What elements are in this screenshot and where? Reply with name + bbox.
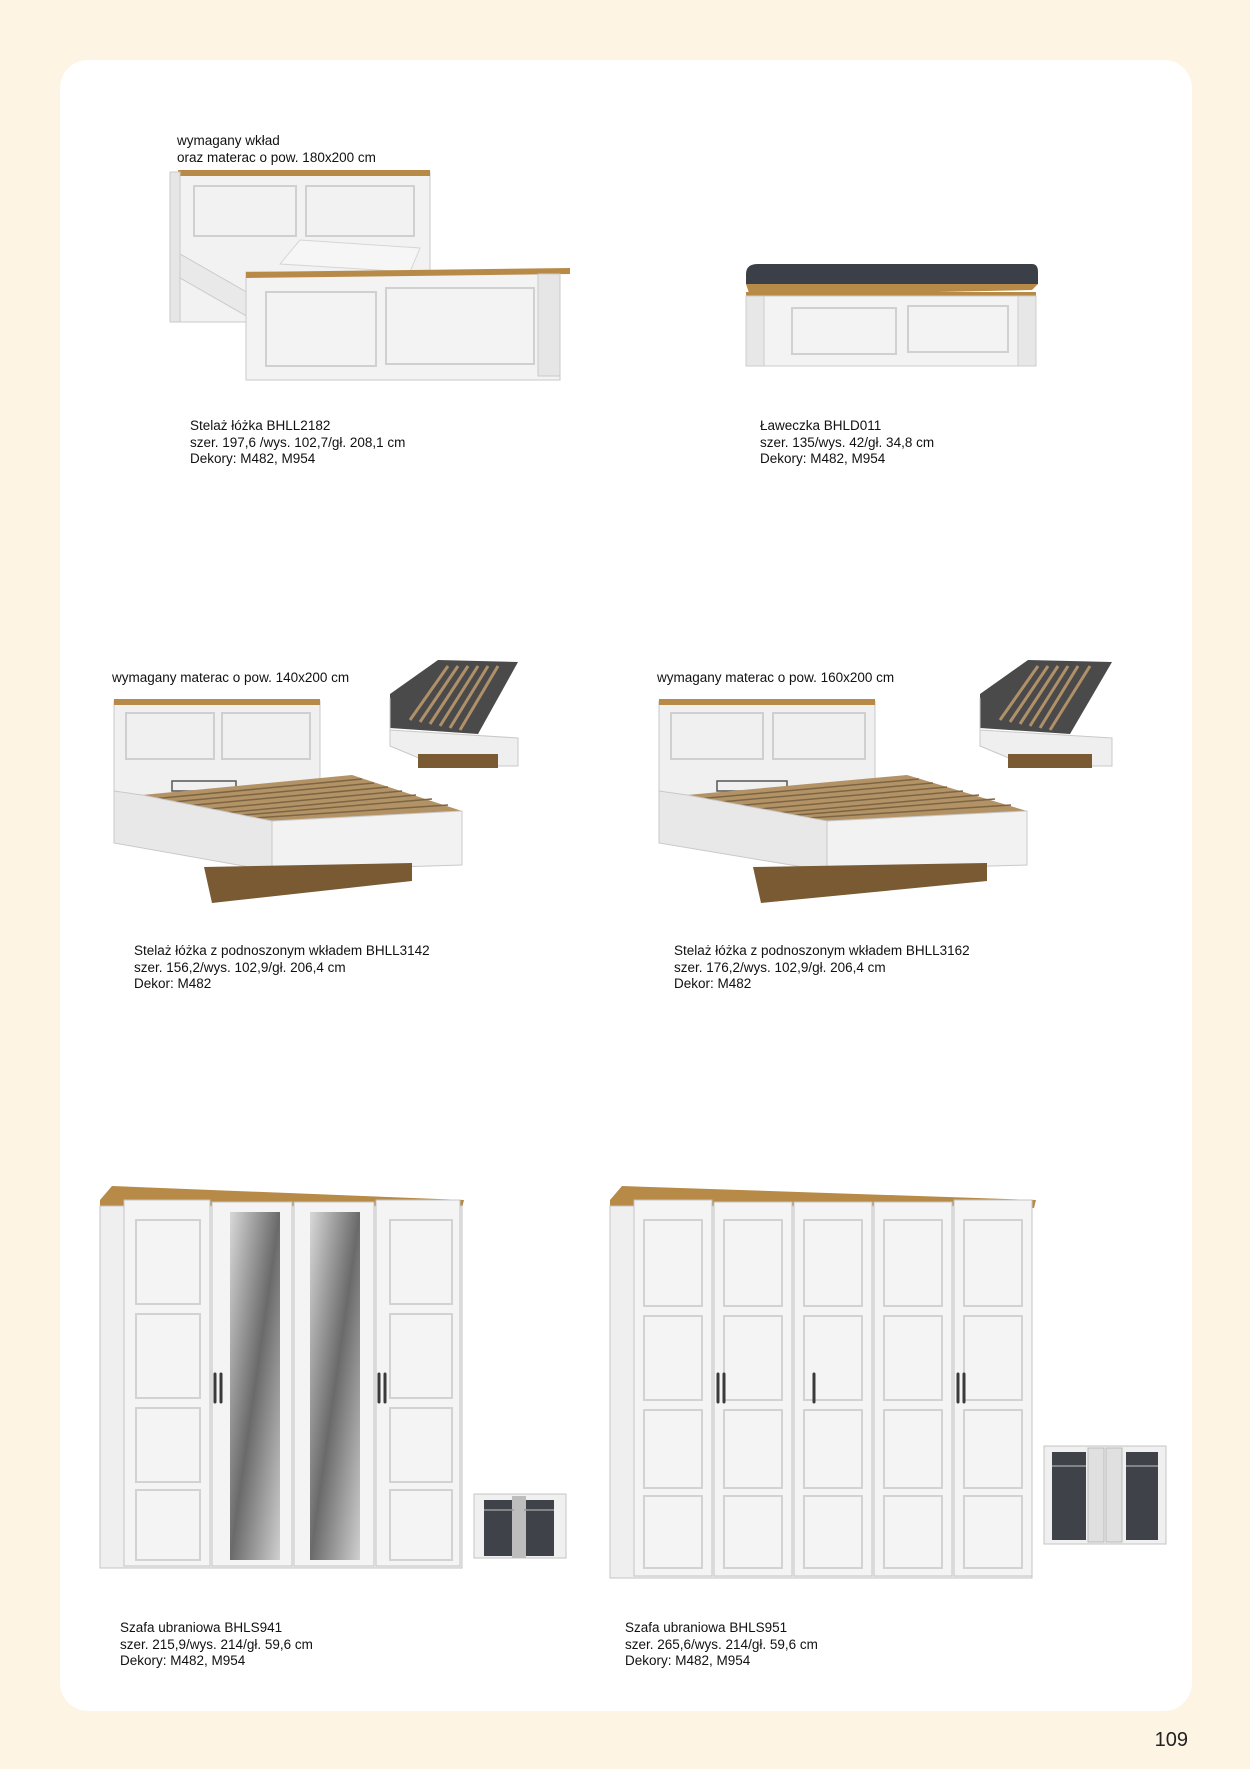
product-1-name: Stelaż łóżka BHLL2182 <box>190 418 331 433</box>
product-3-dims: szer. 156,2/wys. 102,9/gł. 206,4 cm <box>134 959 346 975</box>
bench-bhld011-image <box>742 260 1042 380</box>
product-1-dims: szer. 197,6 /wys. 102,7/gł. 208,1 cm <box>190 434 406 450</box>
product-6-decor: Dekory: M482, M954 <box>625 1653 751 1668</box>
product-4-name: Stelaż łóżka z podnoszonym wkładem BHLL3162 <box>674 943 970 958</box>
product-1-note: wymagany wkład oraz materac o pow. 180x200 cm <box>177 133 376 165</box>
product-6-dims: szer. 265,6/wys. 214/gł. 59,6 cm <box>625 1636 818 1652</box>
page-number: 109 <box>1154 1729 1188 1751</box>
product-4-decor: Dekor: M482 <box>674 976 752 991</box>
product-3-decor: Dekor: M482 <box>134 976 212 991</box>
product-3-note: wymagany materac o pow. 140x200 cm <box>112 670 350 685</box>
product-5-decor: Dekory: M482, M954 <box>120 1653 246 1668</box>
product-6-info <box>625 1620 818 1670</box>
wardrobe-bhls941-image <box>96 1184 466 1574</box>
product-5-name: Szafa ubraniowa BHLS941 <box>120 1620 283 1635</box>
product-1-info <box>190 418 405 468</box>
product-2-name: Ławeczka BHLD011 <box>760 418 882 433</box>
product-5-dims: szer. 215,9/wys. 214/gł. 59,6 cm <box>120 1636 313 1652</box>
wardrobe-bhls941-open-image <box>472 1492 568 1560</box>
product-3-name: Stelaż łóżka z podnoszonym wkładem BHLL3142 <box>134 943 430 958</box>
product-2-decor: Dekory: M482, M954 <box>760 451 886 466</box>
product-4-note: wymagany materac o pow. 160x200 cm <box>657 670 895 685</box>
bed-bhll3162-lifted-image <box>978 658 1123 778</box>
product-2-dims: szer. 135/wys. 42/gł. 34,8 cm <box>760 434 935 450</box>
bed-bhll2182-image <box>170 168 580 383</box>
product-2-info <box>760 418 934 468</box>
product-6-name: Szafa ubraniowa BHLS951 <box>625 1620 788 1635</box>
product-3-info <box>134 943 430 993</box>
product-4-dims: szer. 176,2/wys. 102,9/gł. 206,4 cm <box>674 959 886 975</box>
bed-bhll3142-lifted-image <box>388 658 533 778</box>
product-1-decor: Dekory: M482, M954 <box>190 451 316 466</box>
product-5-info <box>120 1620 313 1670</box>
product-4-info <box>674 943 970 993</box>
wardrobe-bhls951-open-image <box>1042 1444 1168 1546</box>
wardrobe-bhls951-image <box>606 1184 1038 1584</box>
